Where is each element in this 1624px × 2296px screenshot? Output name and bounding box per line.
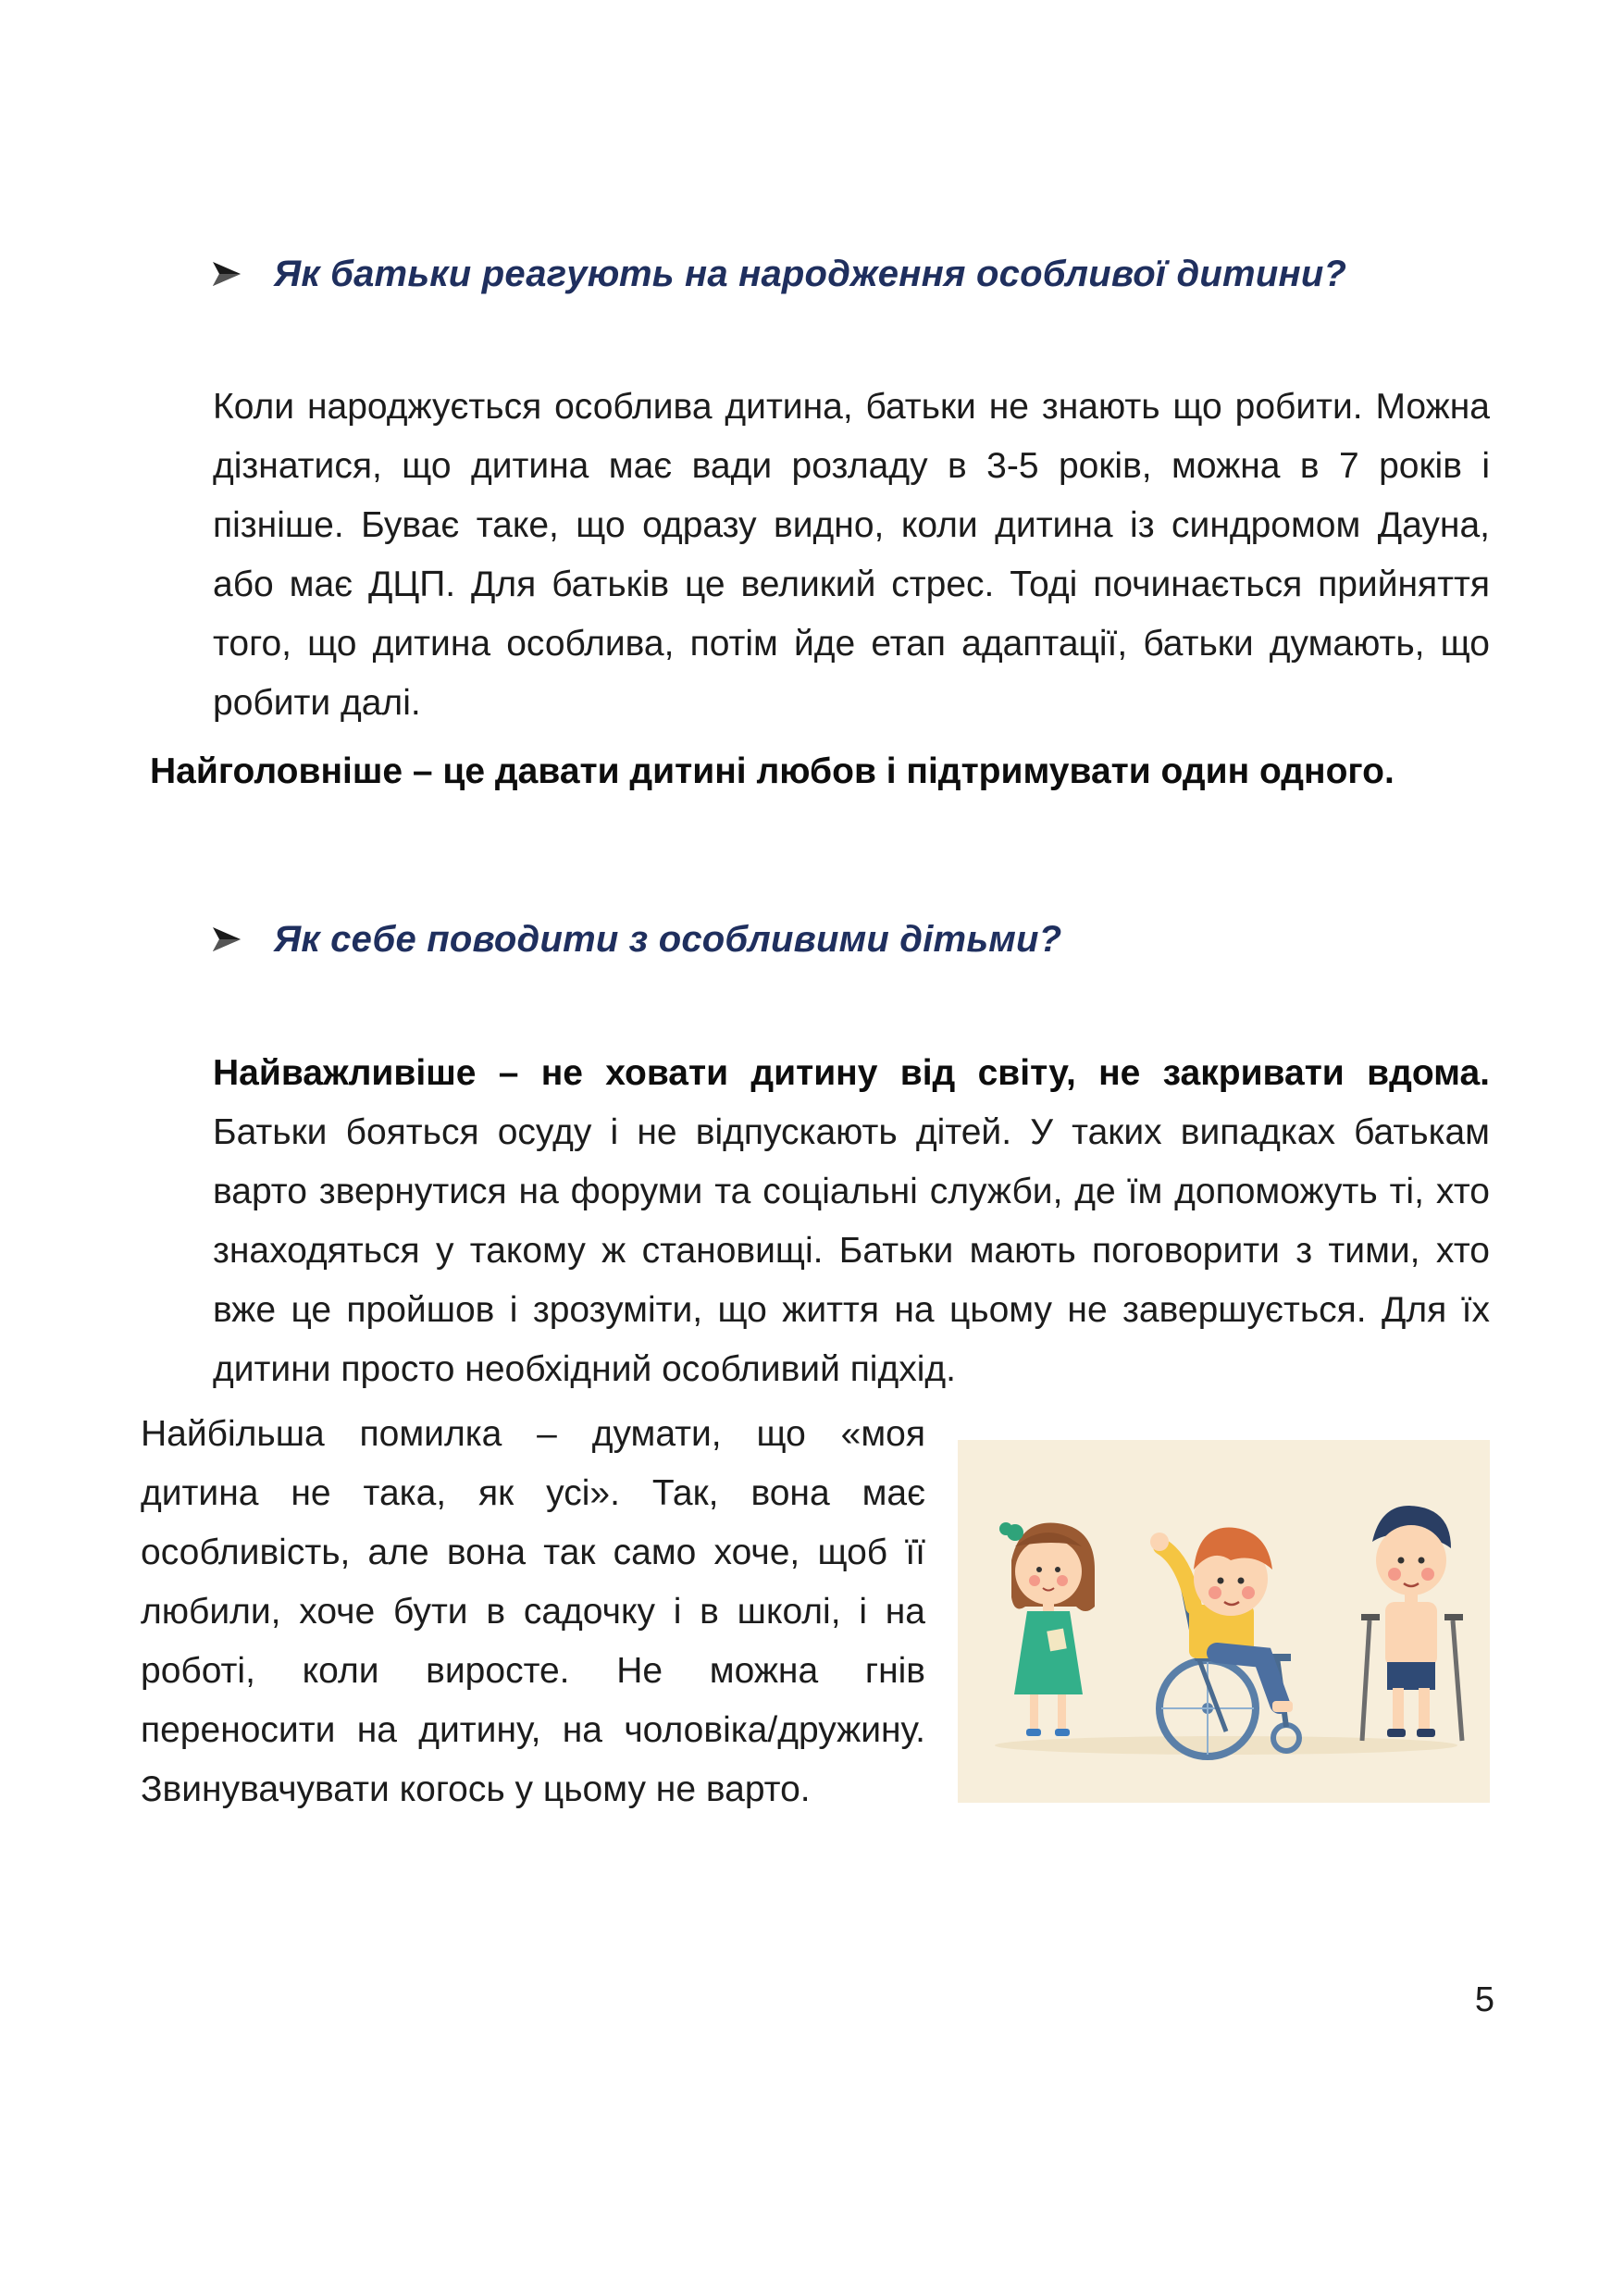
lead-bold-text: Найважливіше – не ховати дитину від світу, не закривати вдома. bbox=[213, 1053, 1490, 1093]
section-conclusion bbox=[150, 742, 1501, 801]
section-heading-1 bbox=[211, 237, 1506, 311]
section-heading-text: Як себе поводити з особливими дітьми? bbox=[274, 918, 1062, 960]
page-number: 5 bbox=[1474, 1980, 1494, 2019]
section-heading-2 bbox=[211, 902, 1506, 976]
section-paragraph-1 bbox=[141, 378, 1490, 733]
paragraph-wrapped-text: Найбільша помилка – думати, що «моя дитина не така, як усі». Так, вона має особливість, але вона так само хоче, щоб її любили, хоче бути в садочку і в школі, і на роботі, коли виросте. Не можна гнів переносити на дитину, на чоловіка/дружину. Звинувачувати когось у цьому не варто. bbox=[141, 1414, 925, 1809]
children-illustration bbox=[958, 1440, 1490, 1803]
section-heading-text: Як батьки реагують на народження особливої дитини? bbox=[274, 253, 1347, 294]
section-paragraph-2 bbox=[141, 1044, 1490, 1399]
arrow-bullet-icon bbox=[211, 258, 242, 290]
section-paragraph-2-wrapped bbox=[141, 1405, 925, 1819]
arrow-bullet-icon bbox=[211, 924, 242, 955]
paragraph-body-text: Батьки бояться осуду і не відпускають дітей. У таких випадках батькам варто звернутися на форуми та соціальні служби, де їм допоможуть ті, хто знаходяться у такому ж становищі. Батьки мають поговорити з тими, хто вже це пройшов і зрозуміти, що життя на цьому не завершується. Для їх дитини просто необхідний особливий підхід. bbox=[213, 1112, 1490, 1389]
conclusion-text: Найголовніше – це давати дитині любов і підтримувати один одного. bbox=[150, 751, 1395, 791]
paragraph-text: Коли народжується особлива дитина, батьки не знають що робити. Можна дізнатися, що дитина має вади розладу в 3-5 років, можна в 7 років і пізніше. Буває таке, що одразу видно, коли дитина із синдромом Дауна, або має ДЦП. Для батьків це великий стрес. Тоді починається прийняття того, що дитина особлива, потім йде етап адаптації, батьки думають, що робити далі. bbox=[213, 387, 1490, 723]
paragraph-text bbox=[141, 1044, 1490, 1399]
